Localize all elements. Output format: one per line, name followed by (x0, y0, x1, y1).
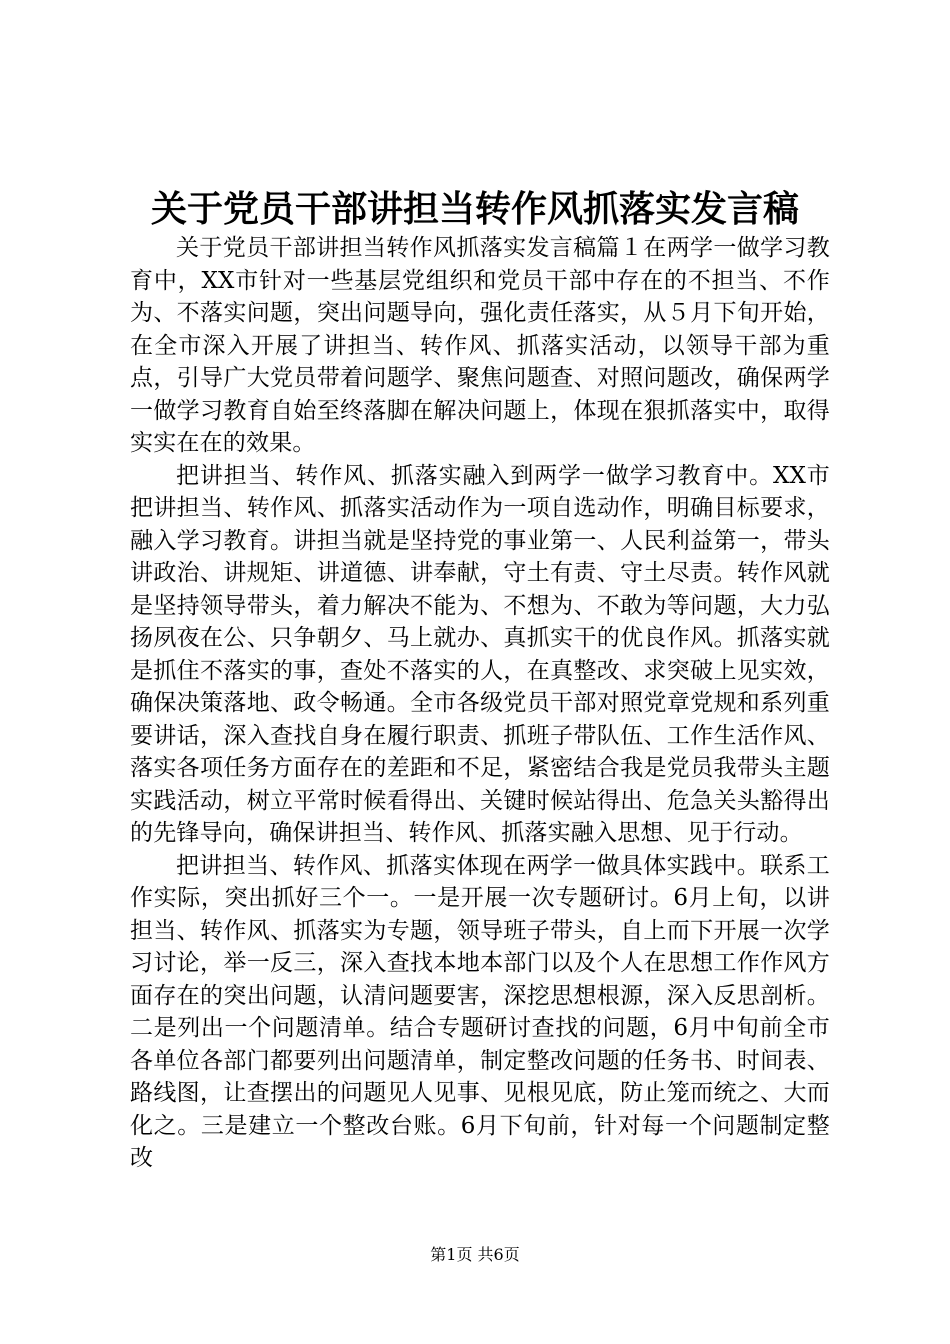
paragraph-1: 关于党员干部讲担当转作风抓落实发言稿篇１在两学一做学习教育中，XX市针对一些基层党组织和党员干部中存在的不担当、不作为、不落实问题，突出问题导向，强化责任落实，从５月下旬开始，在全市深入开展了讲担当、转作风、抓落实活动，以领导干部为重点，引导广大党员带着问题学、聚焦问题查、对照问题改，确保两学一做学习教育自始至终落脚在解决问题上，体现在狠抓落实中，取得实实在在的效果。 (130, 235, 830, 456)
document-title: 关于党员干部讲担当转作风抓落实发言稿 (150, 188, 799, 230)
document-body (130, 232, 830, 1175)
paragraph-2: 把讲担当、转作风、抓落实融入到两学一做学习教育中。XX市把讲担当、转作风、抓落实活动作为一项自选动作，明确目标要求，融入学习教育。讲担当就是坚持党的事业第一、人民利益第一，带头讲政治、讲规矩、讲道德、讲奉献，守土有责、守土尽责。转作风就是坚持领导带头，着力解决不能为、不想为、不敢为等问题，大力弘扬夙夜在公、只争朝夕、马上就办、真抓实干的优良作风。抓落实就是抓住不落实的事，查处不落实的人，在真整改、求突破上见实效，确保决策落地、政令畅通。全市各级党员干部对照党章党规和系列重要讲话，深入查找自身在履行职责、抓班子带队伍、工作生活作风、落实各项任务方面存在的差距和不足，紧密结合我是党员我带头主题实践活动，树立平常时候看得出、关键时候站得出、危急关头豁得出的先锋导向，确保讲担当、转作风、抓落实融入思想、见于行动。 (130, 462, 830, 846)
paragraph-3: 把讲担当、转作风、抓落实体现在两学一做具体实践中。联系工作实际，突出抓好三个一。一是开展一次专题研讨。6月上旬，以讲担当、转作风、抓落实为专题，领导班子带头，自上而下开展一次学习讨论，举一反三，深入查找本地本部门以及个人在思想工作作风方面存在的突出问题，认清问题要害，深挖思想根源，深入反思剖析。二是列出一个问题清单。结合专题研讨查找的问题，6月中旬前全市各单位各部门都要列出问题清单，制定整改问题的任务书、时间表、路线图，让查摆出的问题见人见事、见根见底，防止笼而统之、大而化之。三是建立一个整改台账。6月下旬前，针对每一个问题制定整改 (130, 852, 830, 1171)
page-footer: 第1页 共6页 (430, 1245, 520, 1264)
